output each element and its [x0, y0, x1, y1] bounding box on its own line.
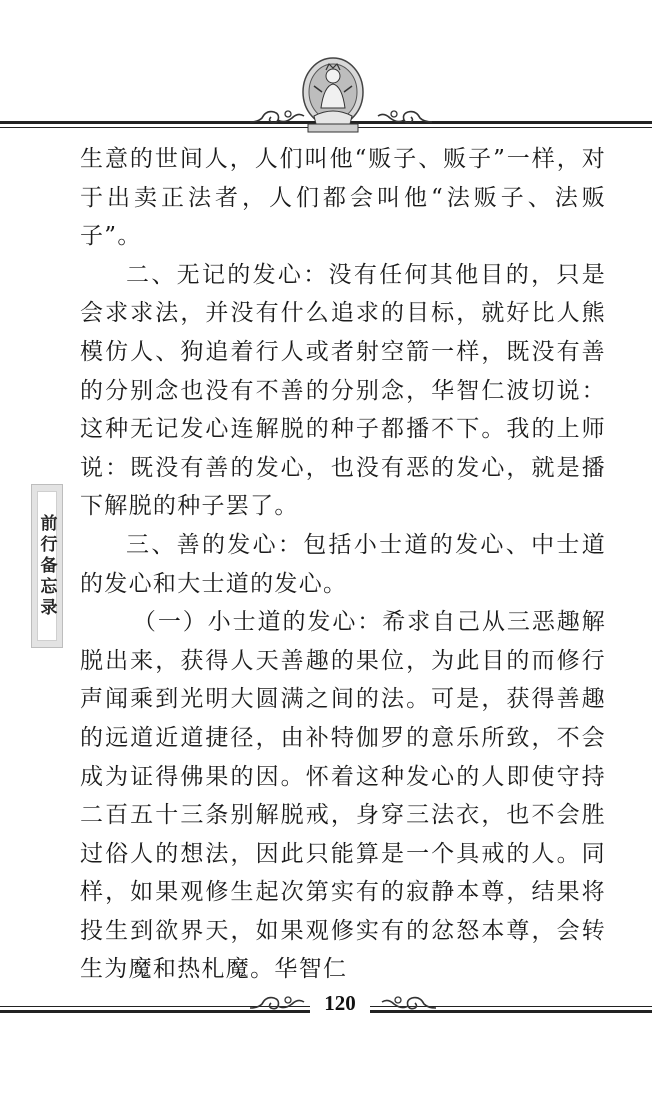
page-body: [80, 140, 606, 989]
paragraph: （一）小士道的发心：希求自己从三恶趣解脱出来，获得人天善趣的果位，为此目的而修行声闻乘到光明大圆满之间的法。可是，获得善趣的远道近道捷径，由补特伽罗的意乐所致，不会成为证得佛果的因。怀着这种发心的人即使守持二百五十三条别解脱戒，身穿三法衣，也不会胜过俗人的想法，因此只能算是一个具戒的人。同样，如果观修生起次第实有的寂静本尊，结果将投生到欲界天，如果观修实有的忿怒本尊，会转生为魔和热札魔。华智仁: [80, 609, 606, 983]
cloud-scroll-icon: [380, 990, 438, 1014]
deity-emblem-icon: [300, 56, 366, 134]
cloud-scroll-icon: [248, 104, 306, 128]
cloud-scroll-icon: [248, 990, 306, 1014]
page-number: 120: [310, 991, 370, 1016]
book-title-side-tab: [31, 484, 63, 648]
side-tab-panel: [37, 491, 57, 641]
cloud-scroll-icon: [376, 104, 434, 128]
paragraph: 生意的世间人，人们叫他“贩子、贩子”一样，对于出卖正法者，人们都会叫他“法贩子、法贩子”。: [80, 146, 606, 250]
paragraph: 二、无记的发心：没有任何其他目的，只是会求求法，并没有什么追求的目标，就好比人熊模仿人、狗追着行人或者射空箭一样，既没有善的分别念也没有不善的分别念，华智仁波切说：这种无记发心连解脱的种子都播不下。我的上师说：既没有善的发心，也没有恶的发心，就是播下解脱的种子罢了。: [80, 261, 606, 520]
paragraph: 三、善的发心：包括小士道的发心、中士道的发心和大士道的发心。: [80, 531, 606, 597]
side-tab-label: 前行备忘录: [36, 513, 57, 619]
